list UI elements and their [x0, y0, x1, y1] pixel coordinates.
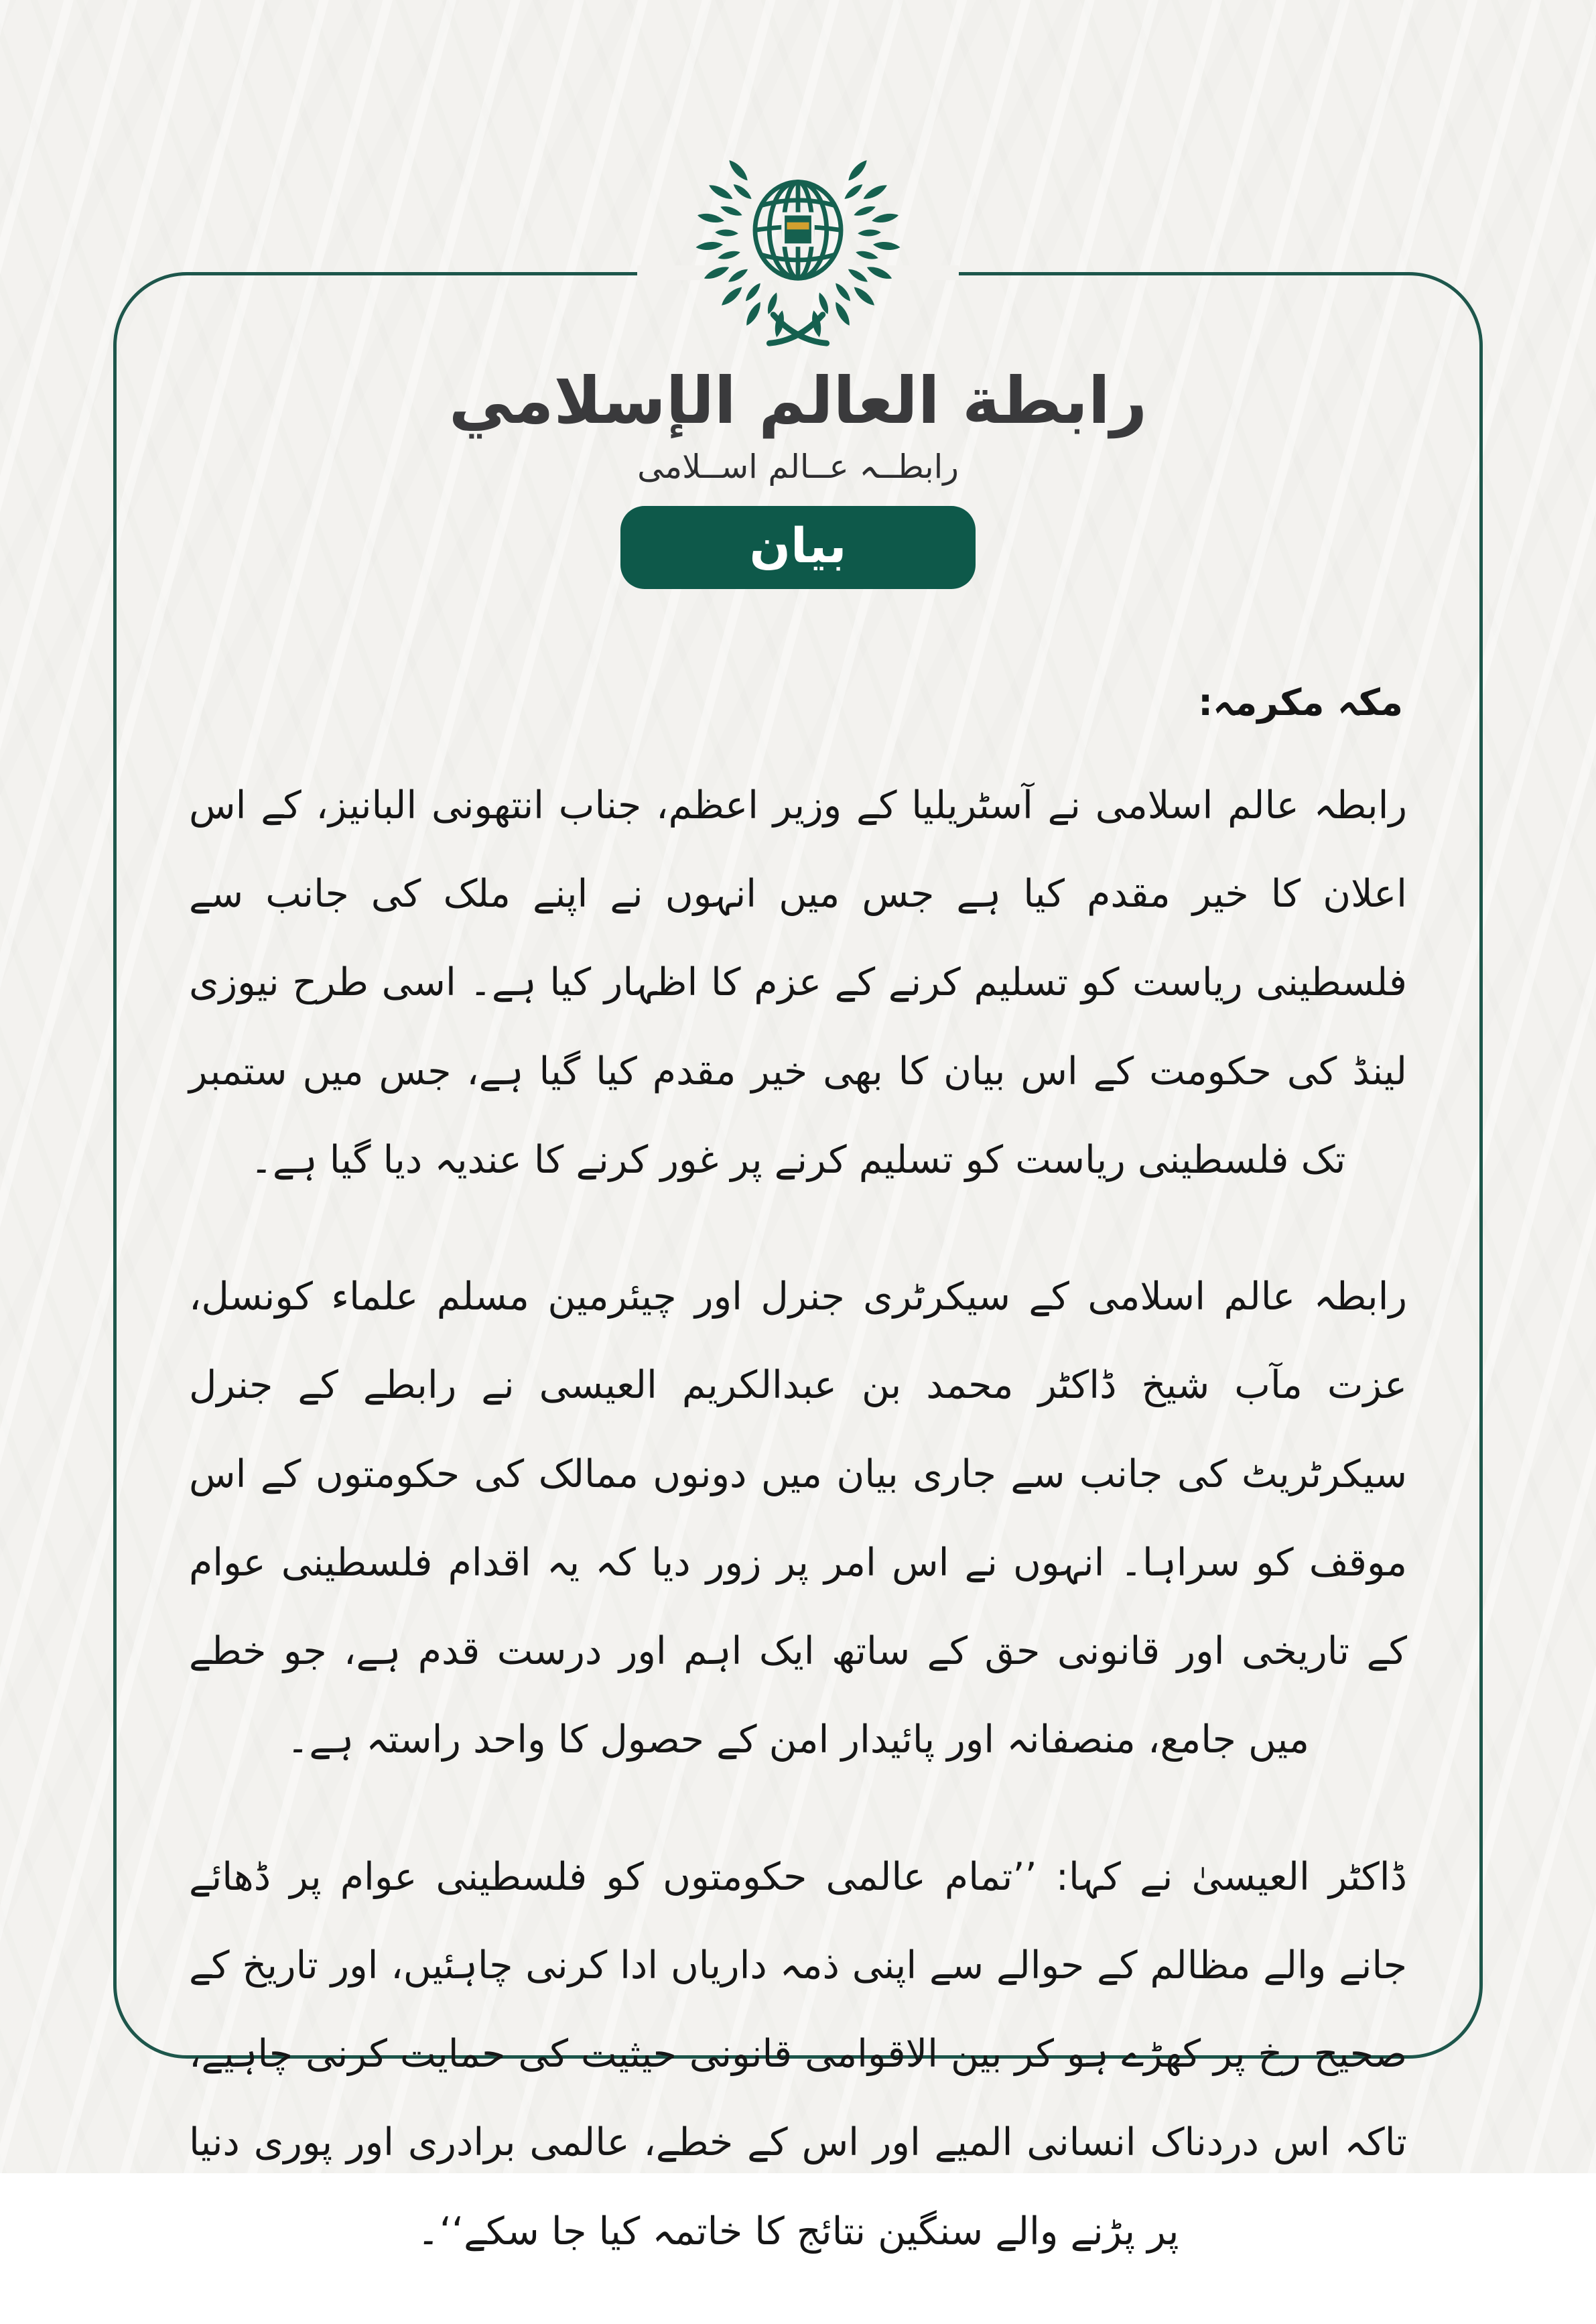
paragraph-2: رابطہ عالم اسلامی کے سیکرٹری جنرل اور چیئرمین مسلم علماء کونسل، عزت مآب شیخ ڈاکٹر محمد بن عبدالکریم العیسی نے رابطے کے جنرل سیکرٹریٹ کی جانب سے جاری بیان میں دونوں ممالک کی حکومتوں کے اس موقف کو سراہا۔ انہوں نے اس امر پر زور دیا کہ یہ اقدام فلسطینی عوام کے تاریخی اور قانونی حق کے ساتھ ایک اہم اور درست قدم ہے، جو خطے میں جامع، منصفانہ اور پائیدار امن کے حصول کا واحد راستہ ہے۔ — [189, 1275, 1407, 1762]
statement-banner: بيان — [620, 506, 976, 589]
paragraph-1: رابطہ عالم اسلامی نے آسٹریلیا کے وزیر اعظم، جناب انتھونی البانیز، کے اس اعلان کا خیر مقدم کیا ہے جس میں انہوں نے اپنے ملک کی جانب سے فلسطینی ریاست کو تسلیم کرنے کے عزم کا اظہار کیا ہے۔ اسی طرح نیوزی لینڈ کی حکومت کے اس بیان کا بھی خیر مقدم کیا گیا ہے، جس میں ستمبر تک فلسطینی ریاست کو تسلیم کرنے پر غور کرنے کا عندیہ دیا گیا ہے۔ — [189, 783, 1407, 1182]
logo — [0, 125, 1596, 352]
org-name-arabic-calligraphy: رابطة العالم الإسلامي — [448, 363, 1148, 438]
kaaba-icon — [783, 214, 813, 245]
dateline: مکہ مکرمہ: — [1198, 681, 1403, 724]
statement-body — [189, 681, 1407, 2324]
wreath-globe-icon — [687, 125, 909, 352]
org-name-urdu: رابطــہ عــالم اســلامی — [637, 448, 959, 486]
paragraph-3: ڈاکٹر العیسیٰ نے کہا: ’’تمام عالمی حکومتوں کو فلسطینی عوام پر ڈھائے جانے والے مظالم کے حوالے سے اپنی ذمہ داریاں ادا کرنی چاہئیں، اور تاریخ کے صحیح رخ پر کھڑے ہو کر بین الاقوامی قانونی حیثیت کی حمایت کرنی چاہیے، تاکہ اس دردناک انسانی المیے اور اس کے خطے، عالمی برادری اور پوری دنیا پر پڑنے والے سنگین نتائج کا خاتمہ کیا جا سکے‘‘۔ — [189, 1854, 1407, 2254]
header — [0, 125, 1596, 589]
